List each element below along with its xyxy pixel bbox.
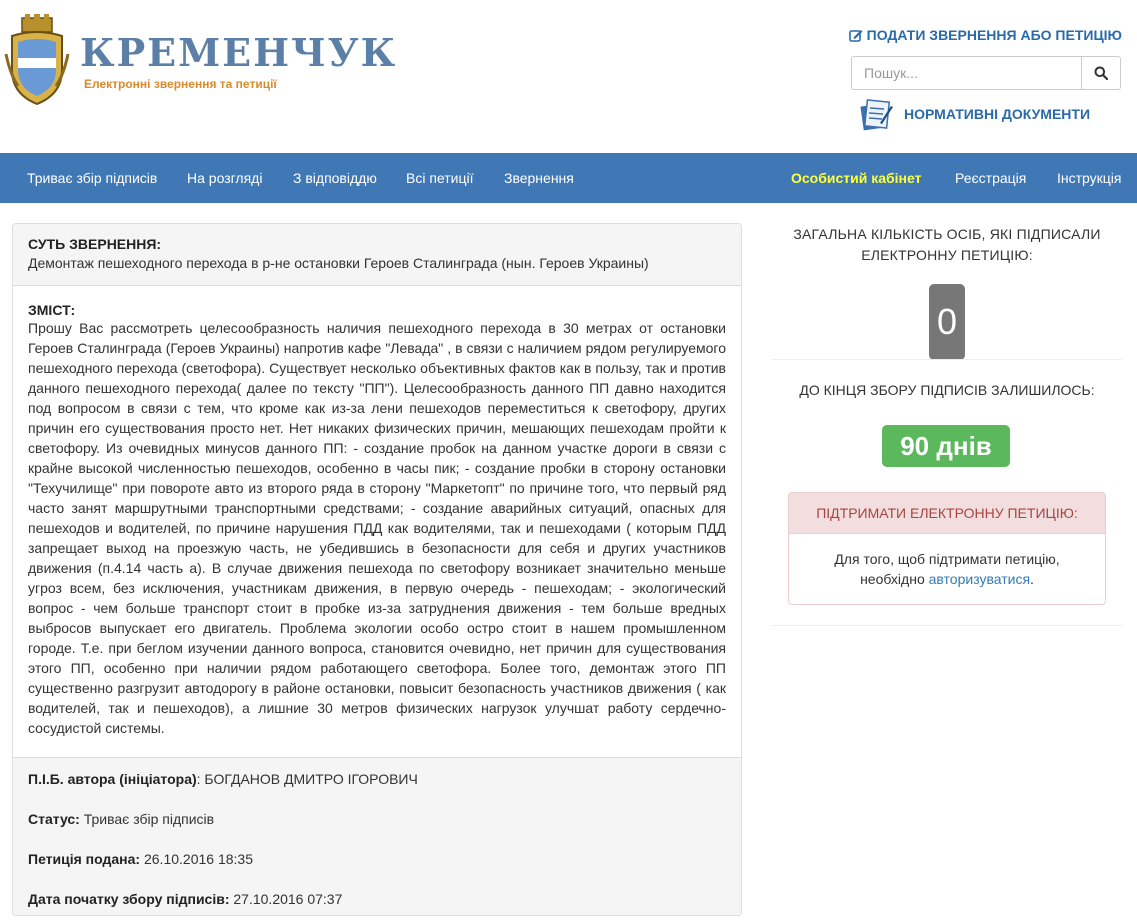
start-date-label: Дата початку збору підписів: [28,891,230,907]
petition-details-section [13,757,741,916]
site-header [0,0,1137,153]
login-link[interactable]: авторизуватися [928,571,1031,587]
search-form [851,56,1121,90]
author-value: БОГДАНОВ ДМИТРО ІГОРОВИЧ [204,771,418,787]
nav-item-personal-cabinet[interactable]: Особистий кабінет [791,170,922,186]
petition-sidebar [772,212,1122,587]
support-dot: . [1030,571,1034,587]
support-text-1: Для того, щоб підтримати петицію, [834,551,1060,567]
submit-petition-label: ПОДАТИ ЗВЕРНЕННЯ АБО ПЕТИЦІЮ [866,27,1122,43]
normative-documents-link[interactable] [858,97,1090,131]
nav-item-under-review[interactable]: На розгляді [187,170,263,186]
nav-item-answered[interactable]: З відповіддю [293,170,377,186]
author-row: П.І.Б. автора (ініціатора): БОГДАНОВ ДМИТРО ІГОРОВИЧ [28,771,418,787]
start-date-value: 27.10.2016 07:37 [233,891,343,907]
edit-icon [849,28,863,42]
petition-panel [12,223,742,916]
support-body [789,534,1105,589]
search-icon [1094,66,1108,80]
petition-subject-section [13,224,741,286]
coat-of-arms-icon [4,14,70,106]
normative-documents-label: НОРМАТИВНІ ДОКУМЕНТИ [904,106,1091,122]
submitted-row [28,851,726,891]
status-label: Статус: [28,811,80,827]
signers-count-badge: 0 [929,284,965,360]
start-date-row [28,891,726,916]
brand-title: КРЕМЕНЧУК [80,30,398,75]
signers-title: ЗАГАЛЬНА КІЛЬКІСТЬ ОСІБ, ЯКІ ПІДПИСАЛИ ЕЛЕКТРОННУ ПЕТИЦІЮ: [793,226,1101,263]
content-text: Прошу Вас рассмотреть целесообразность наличия пешеходного перехода в 30 метрах от остановки Героев Сталинграда (Героев Украины) напротив кафе "Левада" , в связи с наличием рядом регулируемого пешеходного перехода (светофора). Существует несколько объективных фактов как в пользу, так и против данного пешеходного перехода( далее по тексту "ПП"). Целесообразность данного ПП давно находится под вопросом в связи с тем, что кроме как из-за лени пешеходов переместиться к светофору, других причин его существования просто нет. Нет никаких физических причин, мешающих пешеходам пройти к светофору. Из очевидных минусов данного ПП: - создание пробок на данном участке дороги в связи с крайне высокой численностью пешеходов, особенно в часы пик; - создание пробки в сторону остановки "Техучилище" при повороте авто из второго ряда в сторону "Маркетопт" по причине того, что первый ряд часто занят маршрутными транспортными средствами; - создание аварийных ситуаций, опасных для пешеходов и водителей, по причине нарушения ПДД как водителями, так и пешеходами ( которым ПДД запрещает выход на проезжую часть, не убедившись в безопасности для себя и других участников движения (п.4.14 часть а). В случае движения пешехода по светофору возникает значительно меньше угроз всем, без исключения, участникам движения, в первую очередь - пешеходам; - экологический вопрос - чем больше транспорт стоит в пробке из-за затруднения движения - тем больше вредных выбросов выпускает его двигатель. Проблема экологии особо остро стоит в нашем промышленном городе. Т.е. при беглом изучении данного вопроса, становится очевидно, нет причин для существования этого ПП, особенно при наличии рядом работающего светофора. Более того, демонтаж этого ПП существенно разгрузит автодорогу в районе остановки, повысит безопасность участников движения ( как водителей, так и пешеходов), а лишние 30 метров физических нагрузок улучшат работу сердечно-сосудистой системы. [28,320,726,736]
support-petition-box [788,492,1106,605]
status-value: Триває збір підписів [83,811,215,827]
subject-text: Демонтаж пешеходного перехода в р-не остановки Героев Сталинграда (нын. Героев Украины) [28,255,649,271]
main-navbar [0,153,1137,203]
remaining-days-badge: 90 днів [882,425,1010,467]
subject-label: СУТЬ ЗВЕРНЕННЯ: [28,236,162,252]
search-button[interactable] [1081,56,1121,90]
nav-item-appeals[interactable]: Звернення [504,170,574,186]
nav-item-instructions[interactable]: Інструкція [1057,170,1122,186]
divider [772,625,1122,626]
content-label: ЗМІСТ: [28,302,76,318]
submit-petition-link[interactable] [849,27,1122,43]
brand-subtitle: Електронні звернення та петиції [84,77,277,91]
remaining-title: ДО КІНЦЯ ЗБОРУ ПІДПИСІВ ЗАЛИШИЛОСЬ: [799,382,1095,398]
support-title: ПІДТРИМАТИ ЕЛЕКТРОННУ ПЕТИЦІЮ: [789,493,1105,534]
status-row [28,811,726,851]
submitted-value: 26.10.2016 18:35 [143,851,253,867]
search-input[interactable] [851,56,1081,90]
nav-item-collecting[interactable]: Триває збір підписів [27,170,158,186]
divider [772,359,1122,360]
nav-item-registration[interactable]: Реєстрація [955,170,1027,186]
support-text-2: необхідно [860,571,925,587]
author-label: П.І.Б. автора (ініціатора) [28,771,197,787]
site-logo[interactable] [4,14,398,114]
documents-icon [858,97,894,131]
petition-content-section [13,286,741,757]
submitted-label: Петиція подана: [28,851,141,867]
nav-item-all-petitions[interactable]: Всі петиції [406,170,474,186]
